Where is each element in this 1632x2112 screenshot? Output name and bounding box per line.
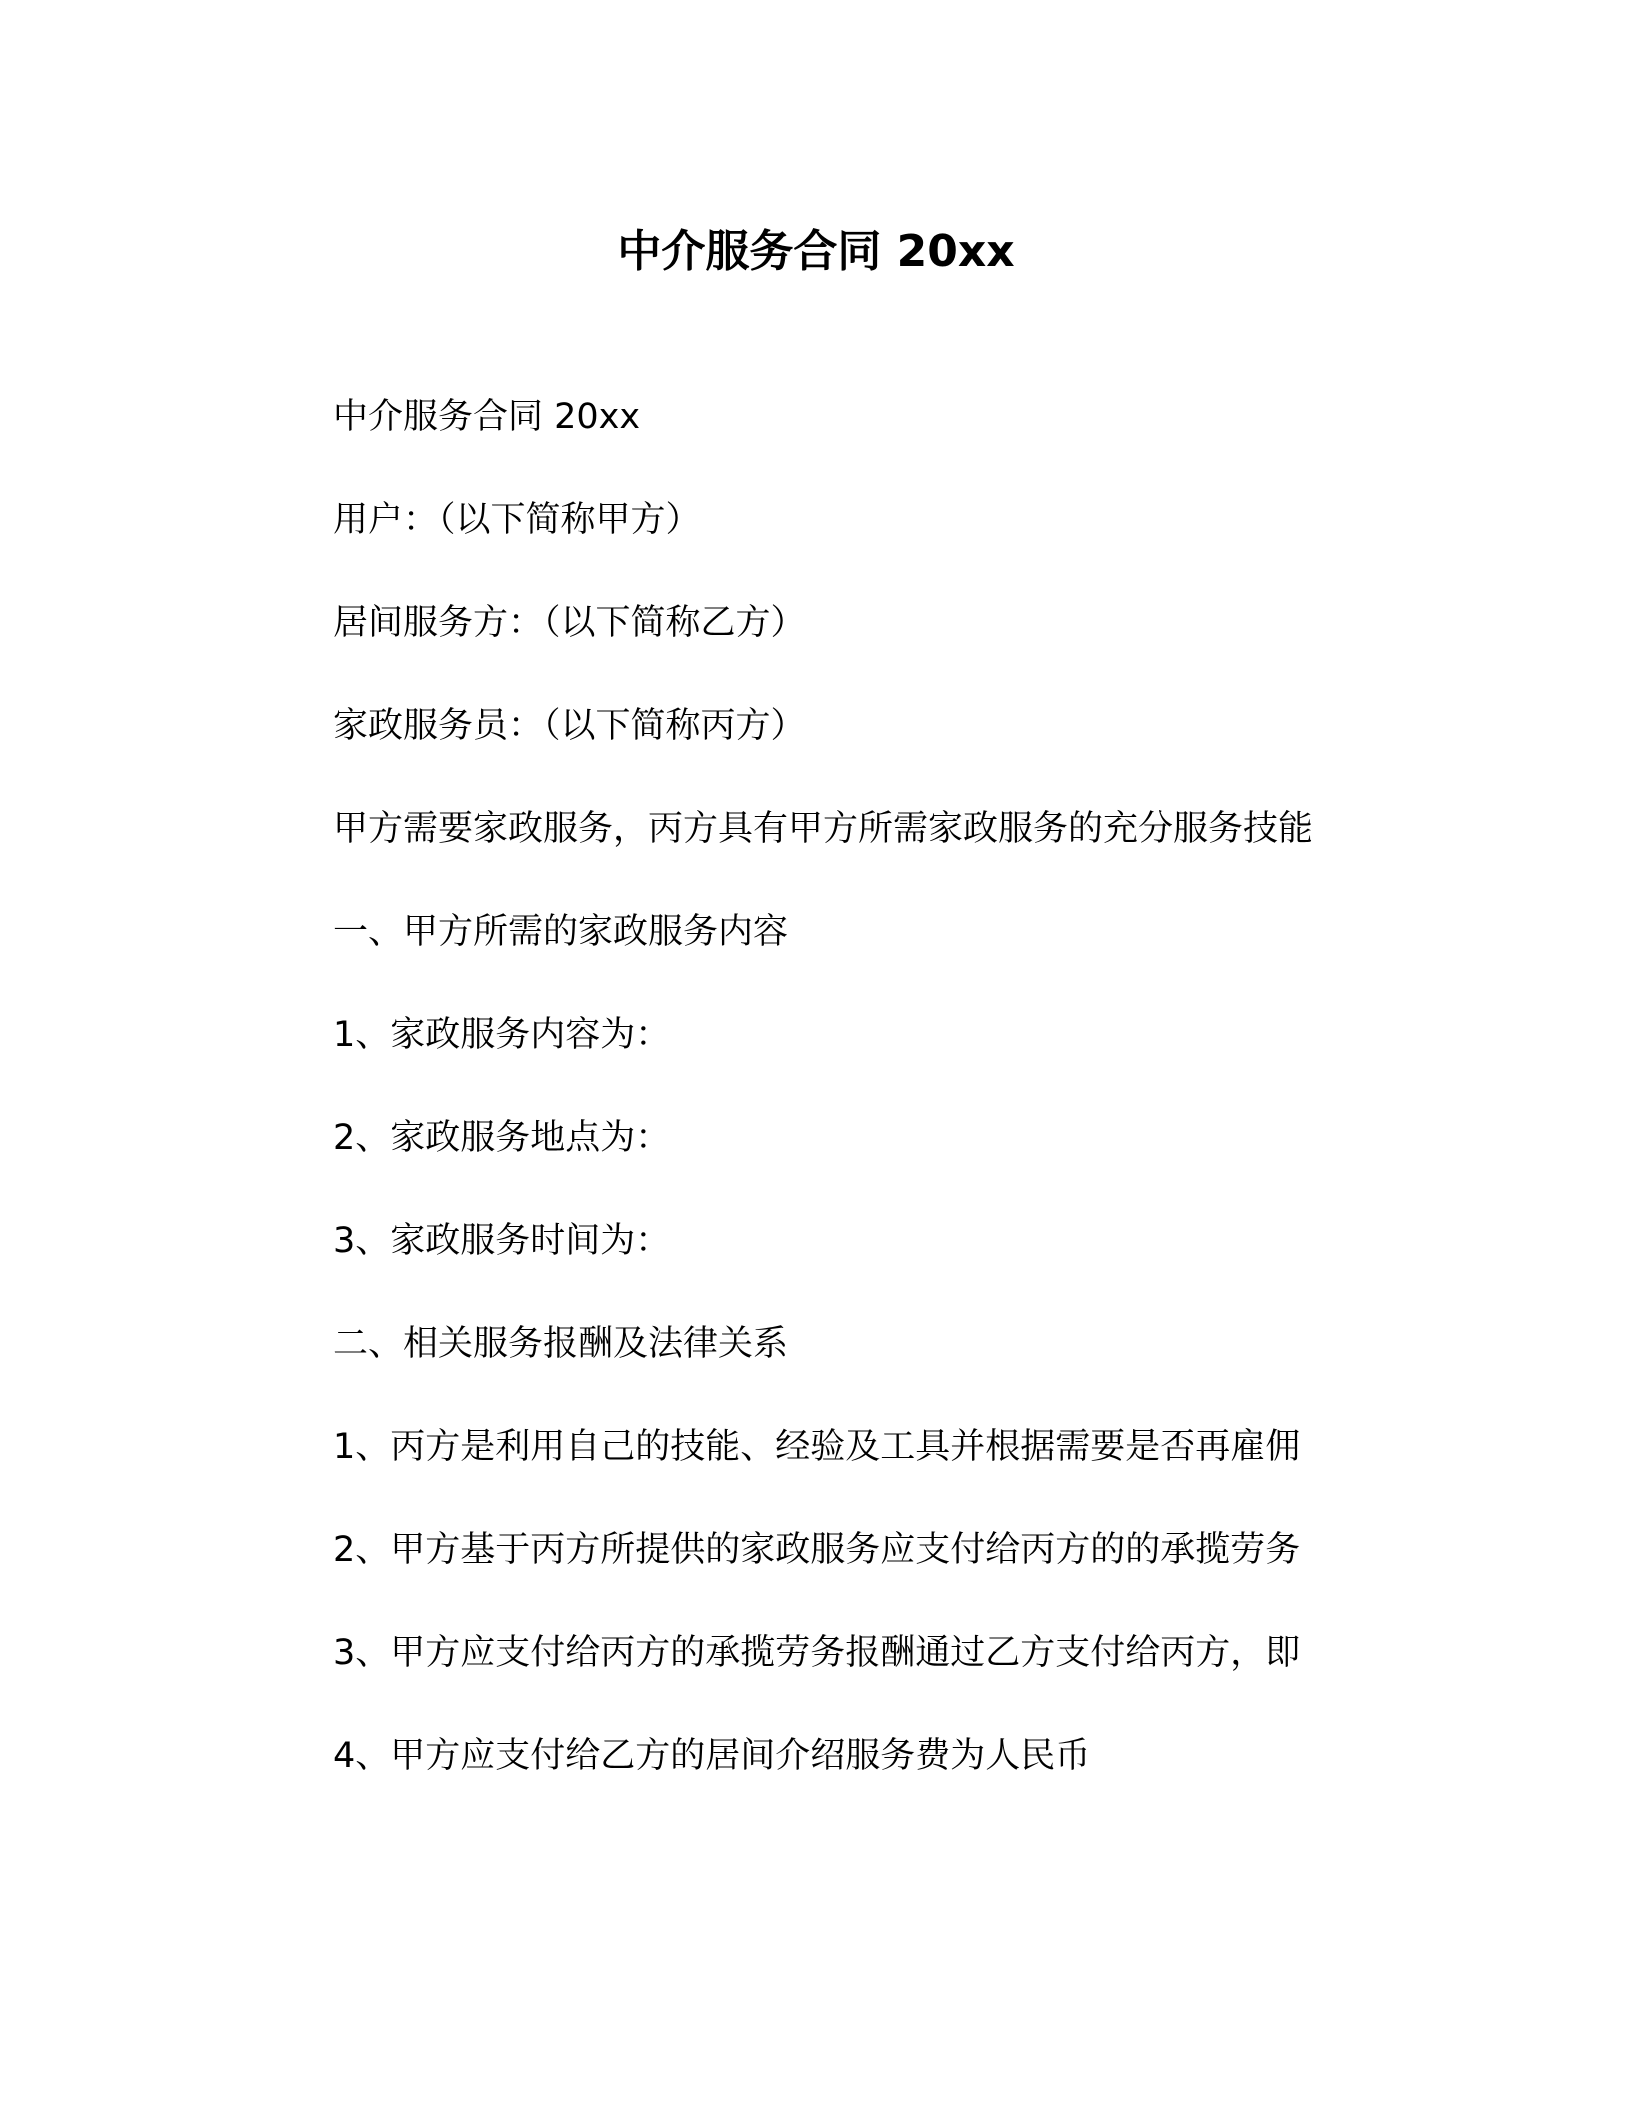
section-two-item-1: 1、丙方是利用自己的技能、经验及工具并根据需要是否再雇佣 [333,1427,1301,1467]
party-c-line: 家政服务员：（以下简称丙方） [333,706,806,746]
party-b-line: 居间服务方：（以下简称乙方） [333,603,806,643]
section-one-heading: 一、甲方所需的家政服务内容 [333,912,789,952]
section-one-item-1: 1、家政服务内容为： [333,1015,671,1055]
document-title: 中介服务合同 20xx [617,226,1015,277]
contract-heading-line: 中介服务合同 20xx [333,397,641,437]
section-one-item-2: 2、家政服务地点为： [333,1118,671,1158]
section-one-item-3: 3、家政服务时间为： [333,1221,671,1261]
section-two-heading: 二、相关服务报酬及法律关系 [333,1324,789,1364]
document-body [333,392,1433,1834]
section-two-item-2: 2、甲方基于丙方所提供的家政服务应支付给丙方的的承揽劳务 [333,1530,1301,1570]
section-two-item-4: 4、甲方应支付给乙方的居间介绍服务费为人民币 [333,1736,1091,1776]
section-two-item-3: 3、甲方应支付给丙方的承揽劳务报酬通过乙方支付给丙方，即 [333,1633,1301,1673]
preamble-line: 甲方需要家政服务，丙方具有甲方所需家政服务的充分服务技能 [333,809,1314,849]
party-a-line: 用户：（以下简称甲方） [333,500,701,540]
